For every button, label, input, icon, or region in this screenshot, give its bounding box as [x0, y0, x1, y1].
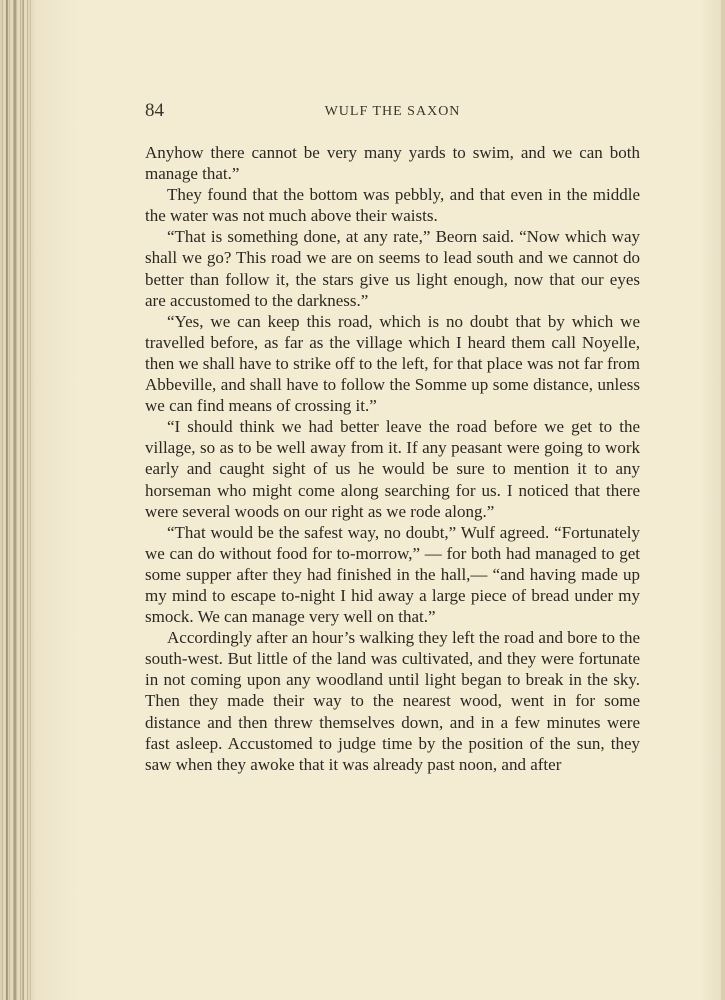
paragraph: Accordingly after an hour’s walking they left the road and bore to the south-west. But little of the land was cultivated, and they were fortunate in not coming upon any woodland until light began to break in the sky. Then they made their way to the nearest wood, went in for some distance and then threw themselves down, and in a few minutes were fast asleep. Accustomed to judge time by the position of the sun, they saw when they awoke that it was already past noon, and after [145, 628, 640, 774]
page-right-edge [721, 0, 725, 1000]
running-title: WULF THE SAXON [324, 104, 461, 119]
paragraph: “That is something done, at any rate,” Beorn said. “Now which way shall we go? This road we are on seems to lead south and we cannot do better than follow it, the stars give us light enough, now that our eyes are accustomed to the darkness.” [145, 227, 640, 310]
paragraph: They found that the bottom was pebbly, and that even in the middle the water was not much above their waists. [145, 185, 640, 226]
paragraph: “That would be the safest way, no doubt,” Wulf agreed. “Fortunately we can do without food for to-morrow,” — for both had managed to get some supper after they had finished in the hall,— “and having made up my mind to escape to-night I hid away a large piece of bread under my smock. We can manage very well on that.” [145, 522, 640, 627]
paragraph: “I should think we had better leave the road before we get to the village, so as to be well away from it. If any peasant were going to work early and caught sight of us he would be sure to mention it to any horseman who might come along searching for us. I noticed that there were several woods on our right as we rode along.” [145, 417, 640, 521]
body-text [145, 142, 640, 775]
page-header [145, 100, 640, 122]
spine-line [6, 0, 8, 1000]
paragraph: “Yes, we can keep this road, which is no doubt that by which we travelled before, as far as the village which I heard them call Noyelle, then we shall have to strike off to the left, for that place was not far from Abbeville, and shall have to follow the Somme up some distance, unless we can find means of crossing it.” [145, 311, 640, 416]
paragraph: Anyhow there cannot be very many yards to swim, and we can both manage that.” [145, 143, 640, 184]
page-number: 84 [145, 100, 164, 121]
spine-line [22, 0, 24, 1000]
spine-line [14, 0, 16, 1000]
